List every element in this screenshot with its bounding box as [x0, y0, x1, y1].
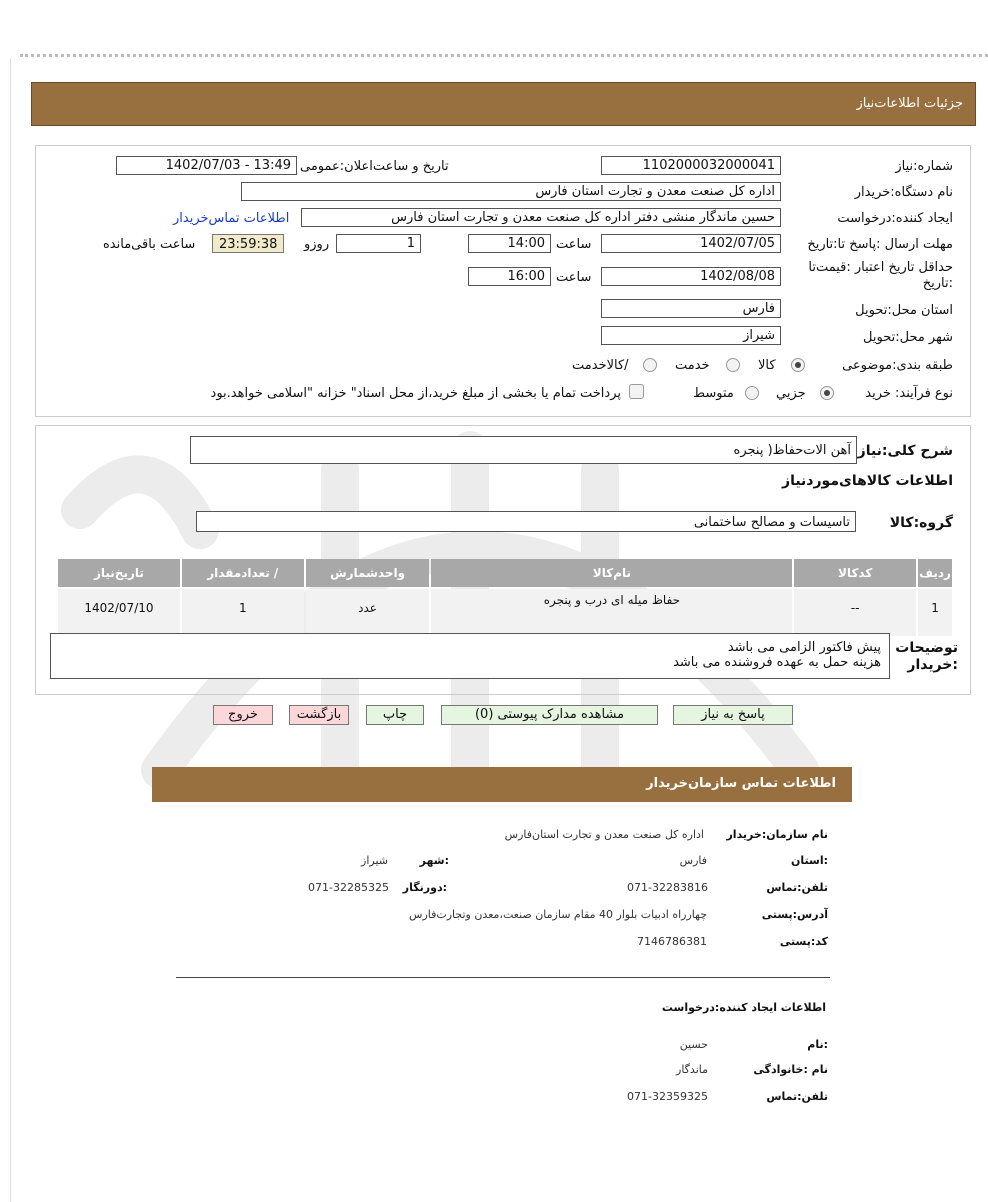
process-label: نوع فرآیند: خرید: [865, 386, 953, 401]
contact-province: فارس: [679, 854, 707, 867]
contact-phone: 071-32283816: [627, 881, 708, 894]
remaining-timer: 23:59:38: [212, 234, 284, 253]
deadline-label: مهلت ارسال :پاسخ تا:تاریخ: [807, 237, 953, 252]
left-border-rule: [10, 58, 11, 1202]
category-goods-service-label: /کالاخدمت: [572, 358, 629, 373]
exit-button[interactable]: خروج: [213, 705, 273, 725]
category-goods-radio[interactable]: [791, 358, 805, 372]
page-header-title: جزئیات اطلاعات‌نیاز: [856, 96, 963, 111]
province-field: فارس: [601, 299, 781, 318]
contact-city: شیراز: [361, 854, 388, 867]
cell-quantity: 1: [182, 589, 304, 636]
back-button[interactable]: بازگشت: [289, 705, 349, 725]
validity-time-label: ساعت: [556, 270, 592, 285]
creator-name-label: :نام: [807, 1038, 828, 1051]
col-name-header: نام‌کالا: [431, 559, 792, 587]
remaining-label: ساعت باقی‌مانده: [103, 237, 196, 252]
category-label: طبقه بندی:موضوعی: [842, 358, 953, 373]
contact-org-label: نام سازمان:خریدار: [726, 828, 828, 841]
need-number-label: شماره:نیاز: [895, 159, 953, 174]
page-header: [31, 82, 976, 126]
process-minor-label: جزیي: [776, 386, 806, 401]
category-goods-label: کالا: [758, 358, 776, 373]
deadline-date-field: 1402/07/05: [601, 234, 781, 253]
validity-time-field: 16:00: [468, 267, 551, 286]
city-label: شهر محل:تحویل: [863, 330, 953, 345]
creator-field: حسین ماندگار منشی دفتر اداره کل صنعت معدن و تجارت استان فارس: [301, 208, 781, 227]
attachments-button[interactable]: مشاهده مدارک پیوستی (0): [441, 705, 658, 725]
category-service-label: خدمت: [675, 358, 710, 373]
category-goods-service-radio[interactable]: [643, 358, 657, 372]
need-number-field: 1102000032000041: [601, 156, 781, 175]
buyer-notes-label: توضیحات :خریدار: [895, 640, 958, 673]
cell-item-name: حفاظ میله ای درب و پنجره: [431, 589, 792, 636]
validity-label: حداقل تاریخ اعتبار :قیمت‌تا :تاریخ: [808, 260, 953, 291]
goods-table-header: [58, 559, 952, 587]
contact-address-label: آدرس:پستی: [761, 908, 828, 921]
creator-phone: 071-32359325: [627, 1090, 708, 1103]
process-medium-label: متوسط: [693, 386, 734, 401]
print-button[interactable]: چاپ: [366, 705, 424, 725]
contact-header-title: اطلاعات تماس سازمان‌خریدار: [646, 776, 836, 791]
col-code-header: کدکالا: [794, 559, 916, 587]
need-summary-label: شرح کلی:نیاز: [857, 443, 953, 459]
cell-unit: عدد: [306, 589, 430, 636]
creator-info-title: اطلاعات ایجاد کننده:درخواست: [661, 1001, 826, 1014]
goods-group-label: گروه:کالا: [889, 515, 953, 531]
goods-table: [56, 557, 954, 638]
goods-info-title: اطلاعات کالاهای‌موردنیاز: [782, 473, 953, 489]
col-unit-header: واحدشمارش: [306, 559, 430, 587]
deadline-time-label: ساعت: [556, 237, 592, 252]
creator-family-label: نام :خانوادگی: [753, 1063, 828, 1076]
buyer-notes-line-1: پیش فاکتور الزامی می باشد: [727, 640, 881, 655]
contact-fax: 071-32285325: [308, 881, 389, 894]
cell-item-code: --: [794, 589, 916, 636]
buyer-org-field: اداره کل صنعت معدن و تجارت استان فارس: [241, 182, 781, 201]
contact-address: چهارراه ادبیات بلوار 40 مقام سازمان صنعت،معدن وتجارت‌فارس: [409, 908, 707, 921]
reply-button[interactable]: پاسخ به نیاز: [673, 705, 793, 725]
top-dotted-rule: [20, 54, 988, 57]
deadline-time-field: 14:00: [468, 234, 551, 253]
days-label: روزو: [304, 237, 330, 252]
col-quantity-header: / تعدادمقدار: [182, 559, 304, 587]
goods-group-field: تاسیسات و مصالح ساختمانی: [196, 511, 856, 532]
city-field: شیراز: [601, 326, 781, 345]
days-field: 1: [336, 234, 421, 253]
category-service-radio[interactable]: [726, 358, 740, 372]
col-date-header: تاریخ‌نیاز: [58, 559, 180, 587]
province-label: استان محل:تحویل: [855, 303, 953, 318]
contact-fax-label: :دورنگار: [402, 881, 447, 894]
creator-label: ایجاد کننده:درخواست: [837, 211, 953, 226]
creator-family: ماندگار: [676, 1063, 708, 1076]
contact-postal-label: کد:پستی: [779, 935, 828, 948]
table-row: [58, 589, 952, 636]
treasury-payment-label: پرداخت تمام یا بخشی از مبلغ خرید،از محل اسناد" خزانه "اسلامی خواهد.بود: [210, 386, 621, 401]
announce-label: تاریخ و ساعت‌اعلان:عمومی: [300, 159, 449, 174]
cell-need-date: 1402/07/10: [58, 589, 180, 636]
contact-phone-label: تلفن:تماس: [766, 881, 828, 894]
contact-postal: 7146786381: [637, 935, 707, 948]
treasury-payment-checkbox[interactable]: [629, 384, 644, 399]
announce-field: 1402/07/03 - 13:49: [116, 156, 297, 175]
validity-date-field: 1402/08/08: [601, 267, 781, 286]
process-minor-radio[interactable]: [820, 386, 834, 400]
creator-name: حسین: [679, 1038, 708, 1051]
contact-city-label: :شهر: [419, 854, 449, 867]
buyer-notes-box: [50, 633, 890, 679]
contact-province-label: :استان: [791, 854, 828, 867]
need-summary-field: آهن الات‌حفاظ( پنجره: [190, 436, 857, 464]
contact-header: [152, 767, 852, 802]
buyer-notes-line-2: هزینه حمل به عهده فروشنده می باشد: [673, 655, 881, 670]
col-row-header: ردیف: [918, 559, 952, 587]
cell-row-number: 1: [918, 589, 952, 636]
buyer-org-label: نام دستگاه:خریدار: [854, 185, 953, 200]
contact-divider: [176, 977, 830, 978]
buyer-contact-link[interactable]: اطلاعات تماس‌خریدار: [173, 211, 290, 226]
creator-phone-label: تلفن:تماس: [766, 1090, 828, 1103]
contact-org: اداره کل صنعت معدن و تجارت استان‌فارس: [504, 828, 704, 841]
process-medium-radio[interactable]: [745, 386, 759, 400]
